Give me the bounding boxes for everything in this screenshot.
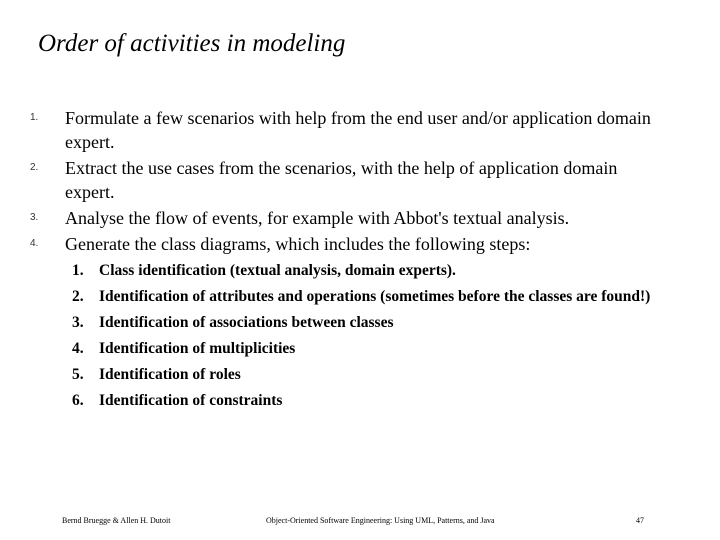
list-item — [30, 156, 670, 204]
slide-title: Order of activities in modeling — [38, 30, 346, 57]
item-text: Formulate a few scenarios with help from the end user and/or application domain expert. — [65, 108, 651, 152]
sub-item-text: Identification of multiplicities — [99, 340, 296, 357]
item-number: 2. — [30, 162, 39, 173]
item-number: 1. — [30, 112, 39, 123]
sub-item-number: 6. — [72, 392, 84, 409]
footer-book-title: Object-Oriented Software Engineering: Using UML, Patterns, and Java — [266, 516, 495, 525]
sub-list-item — [72, 340, 657, 358]
class-diagram-steps — [72, 262, 657, 410]
activity-list — [30, 106, 670, 256]
sub-list-item — [72, 366, 657, 384]
list-item — [30, 206, 670, 230]
sub-item-text: Identification of roles — [99, 366, 241, 383]
item-number: 3. — [30, 212, 39, 223]
footer-page-number: 47 — [636, 516, 644, 525]
sub-item-number: 2. — [72, 288, 84, 305]
sub-item-text: Identification of constraints — [99, 392, 283, 409]
sub-item-number: 3. — [72, 314, 84, 331]
item-number: 4. — [30, 238, 39, 249]
footer-authors: Bernd Bruegge & Allen H. Dutoit — [62, 516, 171, 525]
sub-list-item — [72, 288, 657, 306]
item-text: Analyse the flow of events, for example with Abbot's textual analysis. — [65, 208, 570, 228]
item-text: Generate the class diagrams, which includes the following steps: — [65, 234, 531, 254]
sub-item-number: 5. — [72, 366, 84, 383]
sub-item-text: Class identification (textual analysis, domain experts). — [99, 262, 456, 279]
item-text: Extract the use cases from the scenarios, with the help of application domain expert. — [65, 158, 618, 202]
sub-list-item — [72, 314, 657, 332]
sub-item-number: 4. — [72, 340, 84, 357]
sub-item-number: 1. — [72, 262, 84, 279]
sub-list-item — [72, 392, 657, 410]
list-item — [30, 106, 670, 154]
sub-item-text: Identification of attributes and operations (sometimes before the classes are found!) — [99, 288, 651, 305]
sub-item-text: Identification of associations between classes — [99, 314, 394, 331]
sub-list-item — [72, 262, 657, 280]
list-item — [30, 232, 670, 256]
